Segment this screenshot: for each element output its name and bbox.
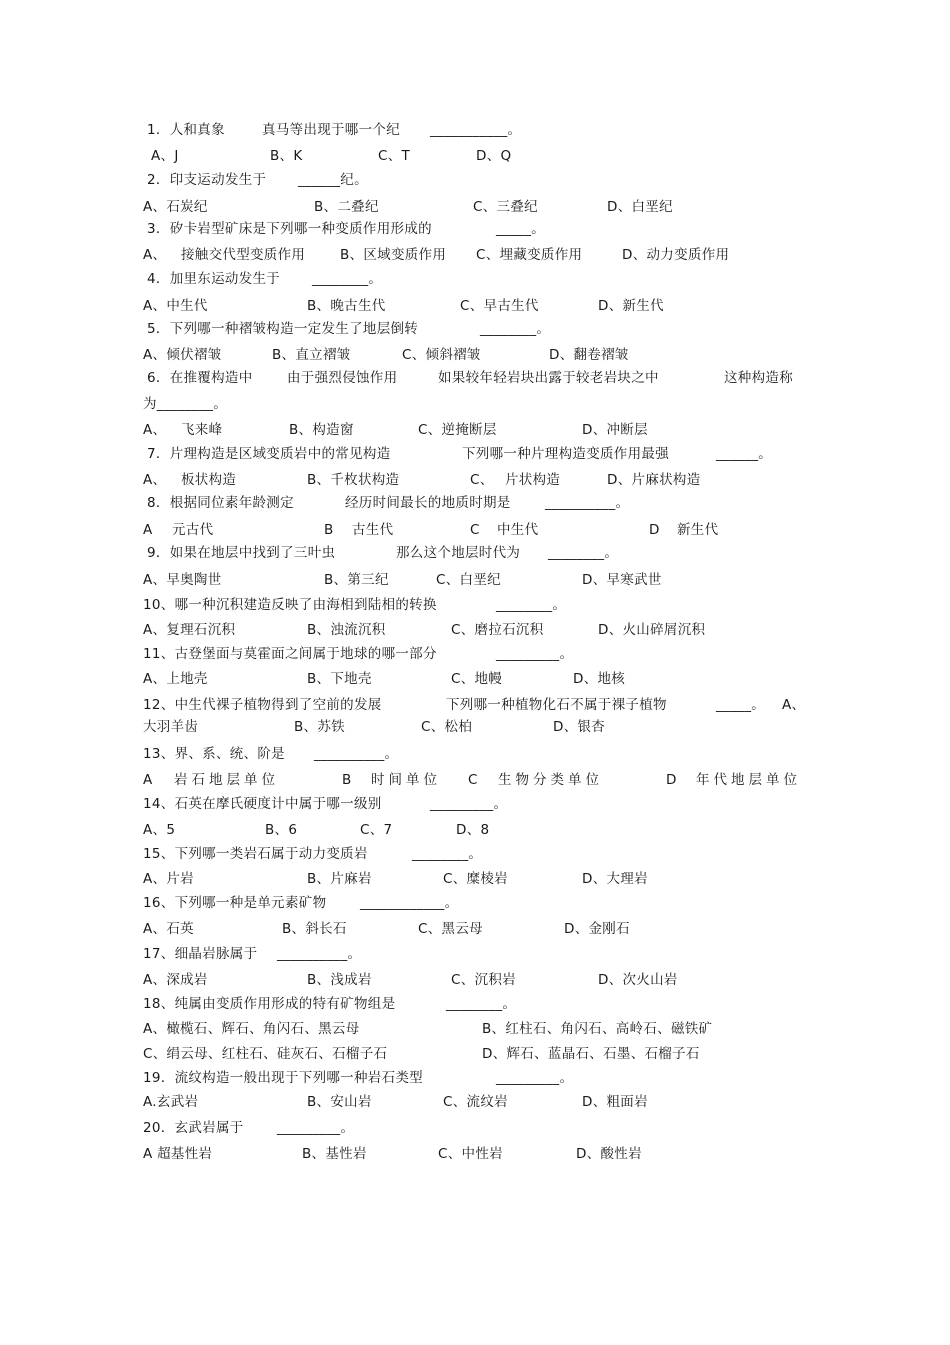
text-line [0, 794, 950, 818]
text-line [0, 893, 950, 917]
text-segment: 下列哪一种片理构造变质作用最强 [462, 446, 669, 462]
text-segment: D、新生代 [598, 298, 664, 314]
text-segment: 8．根据同位素年龄测定 [147, 495, 294, 511]
text-segment: D、次火山岩 [598, 972, 678, 988]
text-segment: C [468, 772, 478, 788]
text-segment: 为________。 [143, 396, 227, 412]
text-segment: C、松柏 [421, 719, 473, 735]
text-segment: C、黑云母 [418, 921, 483, 937]
text-segment: 生物分类单位 [498, 772, 603, 788]
text-line [0, 120, 950, 144]
text-segment: 元古代 [172, 522, 214, 538]
text-segment: 真马等出现于哪一个纪 [262, 122, 400, 138]
text-line [0, 296, 950, 320]
text-line [0, 146, 950, 170]
text-line [0, 717, 950, 741]
text-segment: D、动力变质作用 [622, 247, 730, 263]
text-segment: 7．片理构造是区域变质岩中的常见构造 [147, 446, 391, 462]
text-segment: ___________。 [430, 122, 522, 138]
text-segment: C [470, 522, 480, 538]
text-line [0, 1118, 950, 1142]
text-segment: D [666, 772, 677, 788]
text-line [0, 1144, 950, 1168]
text-line [0, 1068, 950, 1092]
text-line [0, 770, 950, 794]
text-segment: 下列哪一种植物化石不属于裸子植物 [446, 697, 667, 713]
text-segment: A、石炭纪 [143, 199, 208, 215]
text-segment: 19．流纹构造一般出现于下列哪一种岩石类型 [143, 1070, 423, 1086]
text-segment: A [143, 522, 153, 538]
text-segment: 1．人和真象 [147, 122, 225, 138]
text-line [0, 820, 950, 844]
text-line [0, 444, 950, 468]
text-line [0, 470, 950, 494]
text-segment: B、斜长石 [282, 921, 347, 937]
text-segment: A、5 [143, 822, 176, 838]
text-segment: A、中生代 [143, 298, 208, 314]
text-segment: A、片岩 [143, 871, 194, 887]
text-segment: B、晚古生代 [307, 298, 386, 314]
text-segment: B、下地壳 [307, 671, 372, 687]
text-segment: B、红柱石、角闪石、高岭石、磁铁矿 [482, 1021, 713, 1037]
text-segment: C、三叠纪 [473, 199, 538, 215]
text-segment: A、J [151, 148, 179, 164]
text-line [0, 744, 950, 768]
text-segment: B、第三纪 [324, 572, 389, 588]
text-segment: A 超基性岩 [143, 1146, 213, 1162]
text-segment: 这种构造称 [724, 370, 793, 386]
text-segment: 接触交代型变质作用 [181, 247, 306, 263]
text-line [0, 695, 950, 719]
text-segment: A、橄榄石、辉石、角闪石、黑云母 [143, 1021, 360, 1037]
text-segment: 片状构造 [505, 472, 561, 488]
text-segment: A.玄武岩 [143, 1094, 199, 1110]
text-segment: B [342, 772, 352, 788]
text-segment: 18、纯属由变质作用形成的特有矿物组是 [143, 996, 396, 1012]
text-segment: ________。 [446, 996, 517, 1012]
text-segment: B、直立褶皱 [272, 347, 351, 363]
text-line [0, 368, 950, 392]
text-segment: B、安山岩 [307, 1094, 372, 1110]
text-segment: 9．如果在地层中找到了三叶虫 [147, 545, 336, 561]
text-line [0, 994, 950, 1018]
text-segment: 板状构造 [181, 472, 237, 488]
text-segment: _____。 [496, 221, 546, 237]
text-line [0, 844, 950, 868]
text-line [0, 197, 950, 221]
text-line [0, 319, 950, 343]
text-segment: B、K [270, 148, 303, 164]
text-segment: D、银杏 [553, 719, 606, 735]
text-segment: ________。 [480, 321, 551, 337]
text-segment: 新生代 [677, 522, 719, 538]
text-segment: 飞来峰 [181, 422, 223, 438]
text-segment: C、T [378, 148, 411, 164]
text-segment: D、金刚石 [564, 921, 630, 937]
text-segment: A、 [143, 422, 167, 438]
text-line [0, 1044, 950, 1068]
text-segment: ________。 [548, 545, 619, 561]
text-segment: _________。 [496, 1070, 574, 1086]
text-segment: 中生代 [497, 522, 539, 538]
text-segment: ________。 [312, 271, 383, 287]
text-segment: B [324, 522, 334, 538]
text-segment: D、翻卷褶皱 [549, 347, 629, 363]
text-segment: _____。 [716, 697, 766, 713]
text-segment: 10、哪一种沉积建造反映了由海相到陆相的转换 [143, 597, 437, 613]
text-line [0, 669, 950, 693]
text-segment: 5．下列哪一种褶皱构造一定发生了地层倒转 [147, 321, 419, 337]
text-line [0, 970, 950, 994]
text-segment: A、深成岩 [143, 972, 208, 988]
text-segment: D、Q [476, 148, 512, 164]
text-line [0, 644, 950, 668]
text-segment: C、7 [360, 822, 393, 838]
text-segment: ______纪。 [298, 172, 368, 188]
text-segment: C、 [470, 472, 494, 488]
text-segment: 6．在推覆构造中 [147, 370, 253, 386]
text-segment: D、火山碎屑沉积 [598, 622, 706, 638]
text-segment: C、白垩纪 [436, 572, 501, 588]
text-segment: D、大理岩 [582, 871, 648, 887]
text-line [0, 269, 950, 293]
text-segment: _________。 [430, 796, 508, 812]
text-segment: ____________。 [360, 895, 459, 911]
text-segment: A [143, 772, 153, 788]
text-line [0, 345, 950, 369]
text-line [0, 543, 950, 567]
text-segment: _________。 [277, 1120, 355, 1136]
text-line [0, 944, 950, 968]
text-segment: D、早寒武世 [582, 572, 662, 588]
text-segment: 那么这个地层时代为 [396, 545, 521, 561]
text-segment: 如果较年轻岩块出露于较老岩块之中 [438, 370, 659, 386]
text-segment: 15、下列哪一类岩石属于动力变质岩 [143, 846, 368, 862]
text-segment: B、浅成岩 [307, 972, 372, 988]
text-segment: C、中性岩 [438, 1146, 503, 1162]
text-segment: 2．印支运动发生于 [147, 172, 267, 188]
text-segment: C、地幔 [451, 671, 503, 687]
text-segment: 古生代 [352, 522, 394, 538]
text-line [0, 520, 950, 544]
text-segment: A、早奥陶世 [143, 572, 222, 588]
text-segment: D、酸性岩 [576, 1146, 642, 1162]
text-segment: 16、下列哪一种是单元素矿物 [143, 895, 327, 911]
text-line [0, 919, 950, 943]
text-segment: 11、古登堡面与莫霍面之间属于地球的哪一部分 [143, 646, 437, 662]
text-segment: D、片麻状构造 [607, 472, 701, 488]
text-segment: B、6 [265, 822, 298, 838]
text-segment: 由于强烈侵蚀作用 [287, 370, 398, 386]
text-segment: C、流纹岩 [443, 1094, 508, 1110]
text-segment: __________。 [545, 495, 630, 511]
text-segment: A、 [143, 247, 167, 263]
text-segment: D [649, 522, 660, 538]
text-segment: A、倾伏褶皱 [143, 347, 222, 363]
text-segment: B、区域变质作用 [340, 247, 447, 263]
text-line [0, 620, 950, 644]
text-segment: 经历时间最长的地质时期是 [345, 495, 511, 511]
text-segment: D、白垩纪 [607, 199, 673, 215]
text-segment: __________。 [314, 746, 399, 762]
text-segment: 13、界、系、统、阶是 [143, 746, 285, 762]
text-segment: B、二叠纪 [314, 199, 379, 215]
text-line [0, 493, 950, 517]
text-segment: B、浊流沉积 [307, 622, 386, 638]
text-segment: 4．加里东运动发生于 [147, 271, 281, 287]
text-segment: A、 [782, 697, 806, 713]
text-segment: 20．玄武岩属于 [143, 1120, 244, 1136]
text-line [0, 595, 950, 619]
text-segment: ________。 [496, 597, 567, 613]
text-segment: C、糜棱岩 [443, 871, 508, 887]
text-segment: 年代地层单位 [696, 772, 801, 788]
text-segment: 17、细晶岩脉属于 [143, 946, 258, 962]
text-segment: D、冲断层 [582, 422, 648, 438]
text-segment: 3．矽卡岩型矿床是下列哪一种变质作用形成的 [147, 221, 432, 237]
text-line [0, 219, 950, 243]
text-line [0, 570, 950, 594]
text-line [0, 245, 950, 269]
text-segment: D、粗面岩 [582, 1094, 648, 1110]
text-segment: A、石英 [143, 921, 194, 937]
text-segment: A、复理石沉积 [143, 622, 236, 638]
text-line [0, 1092, 950, 1116]
text-segment: _________。 [496, 646, 574, 662]
text-segment: 时间单位 [371, 772, 441, 788]
text-segment: A、 [143, 472, 167, 488]
text-line [0, 394, 950, 418]
text-segment: B、千枚状构造 [307, 472, 400, 488]
text-segment: 14、石英在摩氏硬度计中属于哪一级别 [143, 796, 382, 812]
text-segment: C、倾斜褶皱 [402, 347, 481, 363]
text-segment: B、基性岩 [302, 1146, 367, 1162]
text-segment: C、磨拉石沉积 [451, 622, 544, 638]
text-segment: B、构造窗 [289, 422, 354, 438]
text-line [0, 170, 950, 194]
text-segment: D、地核 [573, 671, 626, 687]
text-segment: ______。 [716, 446, 773, 462]
text-segment: ________。 [412, 846, 483, 862]
text-segment: B、苏铁 [294, 719, 345, 735]
text-segment: D、辉石、蓝晶石、石墨、石榴子石 [482, 1046, 700, 1062]
text-segment: 大羽羊齿 [143, 719, 199, 735]
text-segment: D、8 [456, 822, 490, 838]
text-line [0, 420, 950, 444]
text-segment: C、逆掩断层 [418, 422, 497, 438]
text-segment: C、早古生代 [460, 298, 539, 314]
text-segment: 12、中生代裸子植物得到了空前的发展 [143, 697, 382, 713]
text-segment: A、上地壳 [143, 671, 208, 687]
text-segment: B、片麻岩 [307, 871, 372, 887]
text-segment: C、沉积岩 [451, 972, 516, 988]
text-segment: 岩石地层单位 [174, 772, 279, 788]
text-line [0, 869, 950, 893]
text-segment: __________。 [277, 946, 362, 962]
text-segment: C、埋藏变质作用 [476, 247, 583, 263]
text-segment: C、绢云母、红柱石、硅灰石、石榴子石 [143, 1046, 388, 1062]
text-line [0, 1019, 950, 1043]
